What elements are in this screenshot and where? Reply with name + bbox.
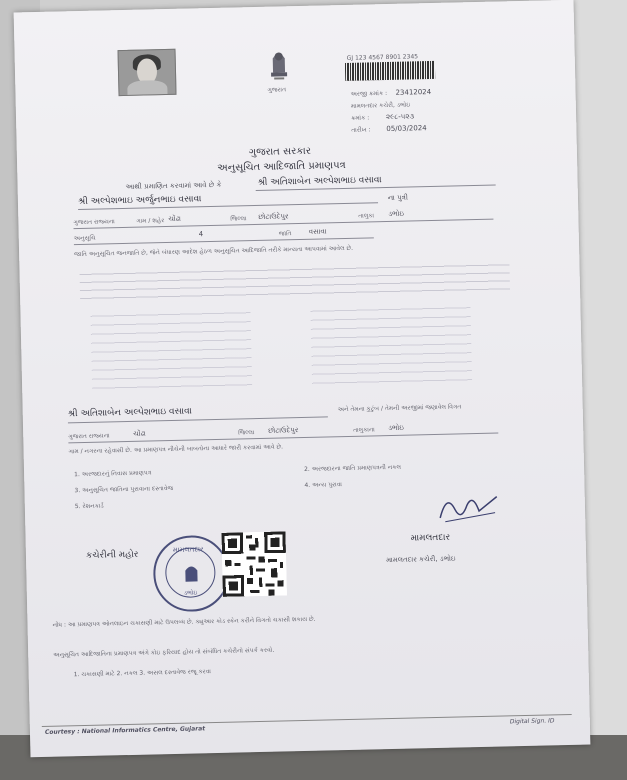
declaration-text: જાતિ અનુસૂચિત જનજાતિ છે, જેને બંધારણ આદેશ હેઠળ અનુસૂચિત આદિજાતિ તરીકે માન્યતા આપવામાં આવેલ છે. [74, 244, 354, 259]
date-label: તારીખ : [351, 126, 371, 134]
basis-item-5: 5. રેશનકાર્ડ [74, 502, 104, 511]
note-3: 1. ચકાસણી માટે 2. નકલ 3. અસલ દસ્તાવેજ રજૂ કરવા [73, 668, 212, 679]
village-label: ગામ / શહેર [136, 217, 165, 225]
resident-label: અને તેમના કુટુંબ / તેમની અરજીમાં જણાવેલ વિગત [337, 403, 462, 414]
note-1: નોંધ : આ પ્રમાણપત્ર ઓનલાઇન ચકાસણી માટે ઉપલબ્ધ છે. ક્યુઆર કોડ સ્કેન કરીને વિગતો ચકાસી શકાય છે. [52, 615, 316, 629]
cert-no-value: ૨૯૮-૫૨૩ [385, 112, 415, 122]
basis-item-3: 3. અનુસૂચિત જાતિના પુરાવાના દસ્તાવેજ [74, 484, 174, 495]
fine-print-right-column [310, 302, 472, 386]
residence-statement: ગામ / નગરના રહેવાસી છે. આ પ્રમાણપત્ર નીચેની બાબતોના આધારે જારી કરવામાં આવે છે. [68, 443, 284, 456]
officer-office: મામલતદાર કચેરી, ડભોઇ [386, 554, 456, 565]
emblem-caption: ગુજરાત [267, 86, 287, 94]
applicant-photo [118, 49, 177, 96]
basis-item-4: 4. અન્ય પુરાવા [304, 481, 342, 489]
footer-divider [42, 714, 572, 727]
stamp-bottom: ડભોઇ [183, 589, 198, 597]
village-value: ચોંઢા [168, 214, 181, 223]
note-2: અનુસૂચિત આદિજાતિના પ્રમાણપત્ર અંગે કોઇ ફરિયાદ હોય તો સંબંધિત કચેરીનો સંપર્ક કરવો. [53, 646, 275, 659]
office-stamp [153, 535, 231, 613]
applicant-name: શ્રી અતિશાબેન અલ્પેશભાઇ વસાવા [257, 175, 382, 188]
fine-print-block [79, 259, 510, 303]
office-seal-label: કચેરીની મહોર [85, 549, 139, 561]
national-emblem-icon [264, 46, 293, 85]
designation: મામલતદાર [410, 532, 451, 544]
state-label: ગુજરાત રાજ્યના [73, 218, 115, 227]
office-header: મામલતદાર કચેરી, ડભોઇ [350, 101, 411, 110]
certificate-paper [14, 0, 591, 757]
father-name: શ્રી અલ્પેશભાઇ અર્જુનભાઇ વસાવા [77, 194, 202, 208]
lower-taluka-label: તાલુકાના [353, 426, 375, 434]
basis-item-2: 2. અરજદારના જાતિ પ્રમાણપત્રની નકલ [303, 463, 402, 473]
tribe-value: વસાવા [308, 227, 327, 236]
taluka-value: ડભોઇ [388, 209, 405, 218]
government-title: ગુજરાત સરકાર [248, 145, 312, 159]
schedule-value: 4 [198, 230, 204, 239]
qr-code [221, 531, 286, 596]
schedule-label: અનુસૂચિ [73, 234, 96, 243]
certify-prefix: આથી પ્રમાણિત કરવામાં આવે છે કે [125, 180, 222, 191]
footer-courtesy: Courtesy : National Informatics Centre, Gujarat [44, 725, 206, 736]
applicant-name-repeat: શ્રી અતિશાબેન અલ્પેશભાઇ વસાવા [67, 406, 192, 420]
basis-item-1: 1. અરજદારનું નિવાસ પ્રમાણપત્ર [74, 469, 152, 479]
barcode [345, 61, 435, 81]
relation-label: ના પુત્રી [387, 193, 409, 203]
date-value: 05/03/2024 [386, 124, 427, 134]
taluka-label: તાલુકા [358, 212, 375, 220]
stamp-text: મામલતદાર [172, 545, 204, 554]
district-value: છોટાઉદેપુર [258, 212, 289, 221]
lower-village-value: ચોંઢા [133, 429, 146, 438]
cert-no-label: ક્રમાંક : [351, 114, 370, 122]
app-no-label: અરજી ક્રમાંક : [350, 89, 388, 98]
lower-district-value: છોટાઉદેપુર [268, 426, 299, 435]
footer-digital-sign: Digital Sign. ID [509, 717, 555, 726]
officer-signature [435, 486, 506, 528]
fine-print-left-column [90, 307, 252, 391]
certificate-title: અનુસૂચિત આદિજાતિ પ્રમાણપત્ર [217, 159, 346, 174]
lower-taluka-value: ડભોઇ [388, 423, 404, 433]
stamp-emblem-icon [181, 561, 202, 585]
district-label: જિલ્લા [230, 215, 247, 223]
tribe-label: જાતિ [278, 230, 292, 238]
lower-district-label: જિલ્લા [238, 429, 255, 437]
app-no-value: 23412024 [395, 87, 432, 97]
barcode-number: GJ 123 4567 8901 2345 [346, 53, 419, 62]
lower-state-label: ગુજરાત રાજ્યના [68, 432, 110, 441]
